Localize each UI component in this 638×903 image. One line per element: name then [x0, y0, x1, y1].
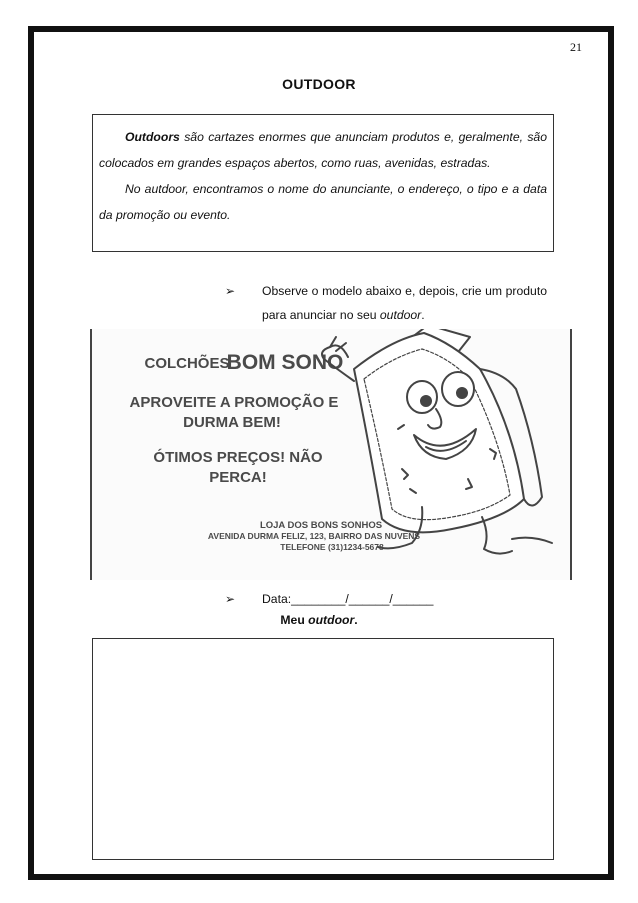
ad-phone: TELEFONE (31)1234-5678	[280, 542, 384, 552]
ad-store-name: LOJA DOS BONS SONHOS	[259, 520, 383, 531]
instruction-text-main: Observe o modelo abaixo e, depois, crie um produto para anunciar no seu	[262, 284, 547, 322]
arrow-bullet-icon: ➢	[225, 592, 236, 606]
ad-brand-big: BOM SONO	[226, 351, 344, 374]
my-outdoor-label-end: .	[354, 613, 358, 627]
outdoor-example-image	[90, 329, 572, 580]
ad-line-4: PERCA!	[209, 469, 267, 486]
instruction-text-em: outdoor	[379, 308, 422, 322]
ad-address: AVENIDA DURMA FELIZ, 123, BAIRRO DAS NUVENS	[207, 531, 421, 541]
arrow-bullet-icon: ➢	[225, 284, 236, 298]
my-outdoor-label-em: outdoor	[308, 613, 355, 627]
ad-brand-small: COLCHÕES	[144, 355, 230, 372]
ad-line-3: ÓTIMOS PREÇOS! NÃO	[153, 449, 323, 466]
instruction-text	[262, 279, 547, 327]
intro-paragraph-1	[99, 124, 547, 176]
ad-line-1: APROVEITE A PROMOÇÃO E	[129, 394, 339, 411]
date-field[interactable]: Data:________/______/______	[262, 592, 434, 606]
intro-lead-word: Outdoors	[125, 130, 180, 144]
my-outdoor-title	[0, 613, 638, 627]
outdoor-example-drawing	[92, 329, 570, 580]
my-outdoor-label: Meu	[280, 613, 309, 627]
intro-text-box	[92, 114, 554, 252]
intro-paragraph-1-text: são cartazes enormes que anunciam produtos e, geralmente, são colocados em grandes espaços abertos, como ruas, avenidas, estradas.	[99, 130, 547, 170]
intro-paragraph-2: No autdoor, encontramos o nome do anunciante, o endereço, o tipo e a data da promoção ou evento.	[99, 182, 547, 222]
page-title: OUTDOOR	[282, 76, 356, 92]
page-number: 21	[570, 40, 582, 54]
instruction-text-end: .	[421, 308, 425, 322]
ad-line-2: DURMA BEM!	[183, 414, 281, 431]
my-outdoor-drawing-area[interactable]	[92, 638, 554, 860]
